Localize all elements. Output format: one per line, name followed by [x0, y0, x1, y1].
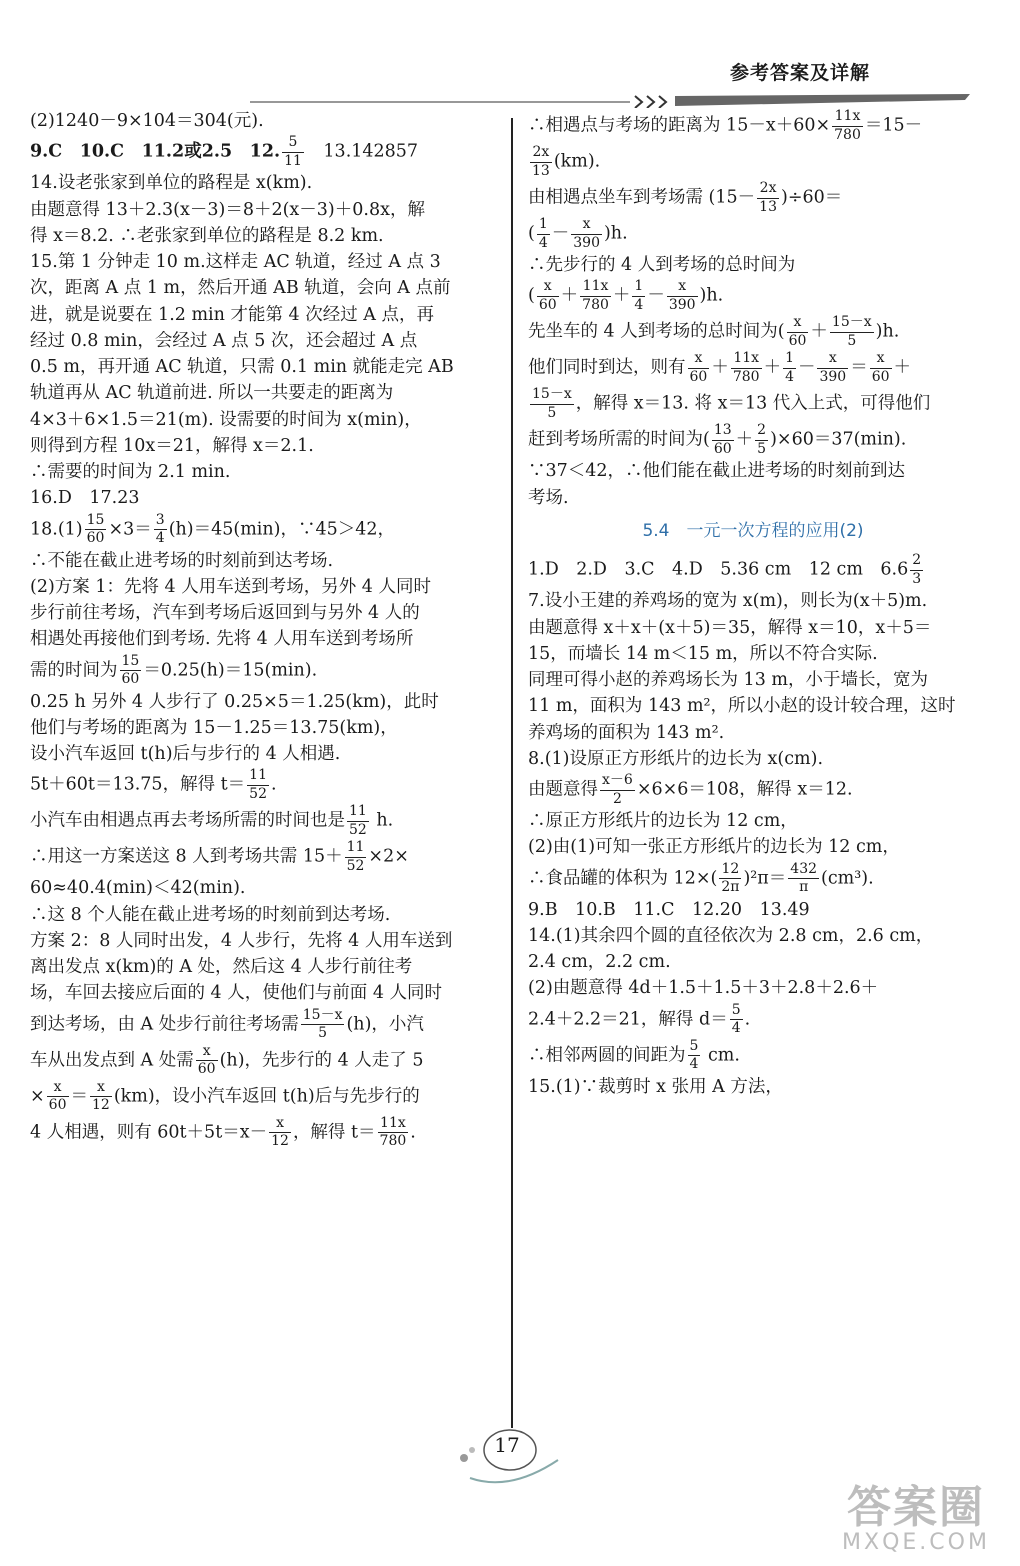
text-line: 11 m，面积为 143 m²，所以小赵的设计较合理，这时	[528, 696, 956, 717]
text-line: 轨道再从 AC 轨道前进. 所以一共要走的距离为	[30, 383, 394, 404]
text-line: 相遇处再接他们到考场. 先将 4 人用车送到考场所	[30, 629, 414, 650]
text-line: 小汽车由相遇点再去考场所需的时间也是 $\frac{11}{52}$ h.	[30, 803, 394, 838]
text-line: ∴相邻两圆的间距为 $\frac{5}{4}$ cm.	[528, 1037, 740, 1072]
text-line: (2)方案 1：先将 4 人用车送到考场，另外 4 人同时	[30, 576, 432, 597]
text-line: 15.(1)∵裁剪时 x 张用 A 方法，	[528, 1076, 783, 1097]
text-line: 离出发点 x(km)的 A 处，然后这 4 人步行前往考	[30, 957, 413, 977]
text-line: 由题意得 13＋2.3(x－3)＝8＋2(x－3)＋0.8x，解	[30, 199, 425, 220]
text-line: 赶到考场所需的时间为( $\frac{13}{60}$ ＋ $\frac{2}{5}$ )×60＝37(min).	[528, 422, 907, 457]
text-line: (2)由(1)可知一张正方形纸片的边长为 12 cm，	[528, 837, 900, 858]
text-line: 14.(1)其余四个圆的直径依次为 2.8 cm，2.6 cm，	[528, 925, 934, 946]
text-line: 由题意得 $\frac{x-6}{2}$ ×6×6＝108，解得 x＝12.	[528, 772, 853, 807]
text-line: 设小汽车返回 t(h)后与步行的 4 人相遇.	[30, 744, 341, 764]
text-line: 7.设小王建的养鸡场的宽为 x(m)，则长为(x＋5)m.	[528, 591, 928, 612]
text-line: 他们同时到达，则有 $\frac{x}{60}$ ＋ $\frac{11x}{780}$ ＋ $\frac{1}{4}$ － $\frac{x}{390}$ ＝ $\frac{x}{60}$ ＋	[528, 350, 912, 385]
text-line: 步行前往考场，汽车到考场后返回到与另外 4 人的	[30, 603, 420, 623]
header-title: 参考答案及详解	[729, 62, 870, 84]
text-line: × $\frac{x}{60}$ ＝ $\frac{x}{12}$ (km)，设小汽车返回 t(h)后与先步行的	[30, 1078, 420, 1113]
answer-line: 1.D 2.D 3.C 4.D 5.36 cm 12 cm 6.6 $\frac{2}{3}$	[528, 552, 922, 587]
left-column	[30, 108, 496, 1151]
text-line: 15.第 1 分钟走 10 m.这样走 AC 轨道，经过 A 点 3	[30, 252, 441, 272]
text-line: 车从出发点到 A 处需 $\frac{x}{60}$ (h)，先步行的 4 人走了 5	[30, 1042, 424, 1077]
right-column	[528, 108, 978, 1100]
answer-line: 9.B 10.B 11.C 12.20 13.49	[528, 899, 810, 920]
text-line: 4 人相遇，则有 60t＋5t＝x－ $\frac{x}{12}$ ，解得 t＝ $\frac{11x}{780}$ .	[30, 1114, 416, 1149]
answer-line: 16.D 17.23	[30, 488, 140, 509]
text-line: 考场.	[528, 487, 569, 508]
text-line: ∵37＜42，∴他们能在截止进考场的时刻前到达	[528, 461, 906, 482]
page-number: 17	[494, 1433, 520, 1457]
text-line: 0.5 m，再开通 AC 轨道，只需 0.1 min 就能走完 AB	[30, 357, 454, 377]
column-divider	[511, 118, 513, 1428]
text-line: 场，车回去接应后面的 4 人，使他们与前面 4 人同时	[30, 983, 443, 1004]
text-line: (2)1240－9×104＝304(元).	[30, 111, 264, 131]
text-line: 养鸡场的面积为 143 m².	[528, 722, 725, 743]
text-line: 得 x＝8.2. ∴老张家到单位的路程是 8.2 km.	[30, 225, 384, 246]
text-line: ∴食品罐的体积为 12×( $\frac{12}{2\pi}$ )²π＝ $\frac{432}{\pi}$ (cm³).	[528, 860, 874, 895]
text-line: 5t＋60t＝13.75，解得 t＝ $\frac{11}{52}$ .	[30, 767, 277, 802]
header-decoration	[250, 92, 970, 108]
text-line: 他们与考场的距离为 15－1.25＝13.75(km)，	[30, 717, 398, 738]
section-title: 5.4 一元一次方程的应用(2)	[642, 520, 864, 541]
text-line: 经过 0.8 min，会经过 A 点 5 次，还会超过 A 点	[30, 330, 418, 351]
text-line: 方案 2：8 人同时出发，4 人步行，先将 4 人用车送到	[30, 930, 453, 951]
text-line: $\frac{15-x}{5}$ ，解得 x＝13. 将 x＝13 代入上式，可得他们	[532, 386, 931, 421]
text-line: 进，就是说要在 1.2 min 才能第 4 次经过 A 点，再	[30, 304, 435, 325]
text-line: ∴原正方形纸片的边长为 12 cm，	[528, 811, 798, 831]
answer-line: 9.C 10.C 11.2或2.5 12. $\frac{5}{11}$ 13.142857	[30, 134, 419, 169]
text-line: 0.25 h 另外 4 人步行了 0.25×5＝1.25(km)，此时	[30, 691, 439, 712]
text-line: ( $\frac{x}{60}$ ＋ $\frac{11x}{780}$ ＋ $\frac{1}{4}$ － $\frac{x}{390}$ )h.	[528, 278, 724, 313]
text-line: 15，而墙长 14 m＜15 m，所以不符合实际.	[528, 643, 878, 664]
text-line: ( $\frac{1}{4}$ － $\frac{x}{390}$ )h.	[528, 216, 628, 251]
text-line: 2.4 cm，2.2 cm.	[528, 952, 671, 972]
text-line: 到达考场，由 A 处步行前往考场需 $\frac{15-x}{5}$ (h)，小汽	[30, 1006, 424, 1041]
text-line: 由题意得 x＋x＋(x＋5)＝35，解得 x＝10，x＋5＝	[528, 617, 932, 638]
text-line: 4×3＋6×1.5＝21(m). 设需要的时间为 x(min)，	[30, 409, 422, 430]
text-line: 则得到方程 10x＝21，解得 x＝2.1.	[30, 435, 314, 456]
text-line: 2.4＋2.2＝21，解得 d＝ $\frac{5}{4}$ .	[528, 1001, 751, 1036]
text-line: 8.(1)设原正方形纸片的边长为 x(cm).	[528, 748, 824, 769]
text-line: 60≈40.4(min)＜42(min).	[30, 878, 246, 899]
text-line: ∴不能在截止进考场的时刻前到达考场.	[30, 550, 334, 571]
text-line: 14.设老张家到单位的路程是 x(km).	[30, 173, 313, 194]
text-line: $\frac{2x}{13}$ (km).	[532, 144, 601, 179]
text-line: ∴先步行的 4 人到考场的总时间为	[528, 255, 796, 275]
text-line: ∴需要的时间为 2.1 min.	[30, 462, 231, 482]
text-line: (2)由题意得 4d＋1.5＋1.5＋3＋2.8＋2.6＋	[528, 978, 879, 999]
text-line: 同理可得小赵的养鸡场长为 13 m，小于墙长，宽为	[528, 670, 928, 690]
watermark: 答案圈 MXQE.COM	[842, 1482, 990, 1555]
text-line: 18.(1) $\frac{15}{60}$ ×3＝ $\frac{3}{4}$ (h)＝45(min)，∵45＞42，	[30, 511, 396, 546]
text-line: 次，距离 A 点 1 m，然后开通 AB 轨道，会向 A 点前	[30, 278, 451, 299]
text-line: 由相遇点坐车到考场需 (15－ $\frac{2x}{13}$ )÷60＝	[528, 180, 843, 215]
text-line: 需的时间为 $\frac{15}{60}$ ＝0.25(h)＝15(min).	[30, 652, 318, 687]
text-line: ∴用这一方案送这 8 人到考场共需 15＋ $\frac{11}{52}$ ×2×	[30, 839, 409, 874]
text-line: ∴这 8 个人能在截止进考场的时刻前到达考场.	[30, 904, 391, 925]
text-line: ∴相遇点与考场的距离为 15－x＋60× $\frac{11x}{780}$ ＝15－	[528, 108, 923, 143]
text-line: 先坐车的 4 人到考场的总时间为( $\frac{x}{60}$ ＋ $\frac{15-x}{5}$ )h.	[528, 314, 900, 349]
